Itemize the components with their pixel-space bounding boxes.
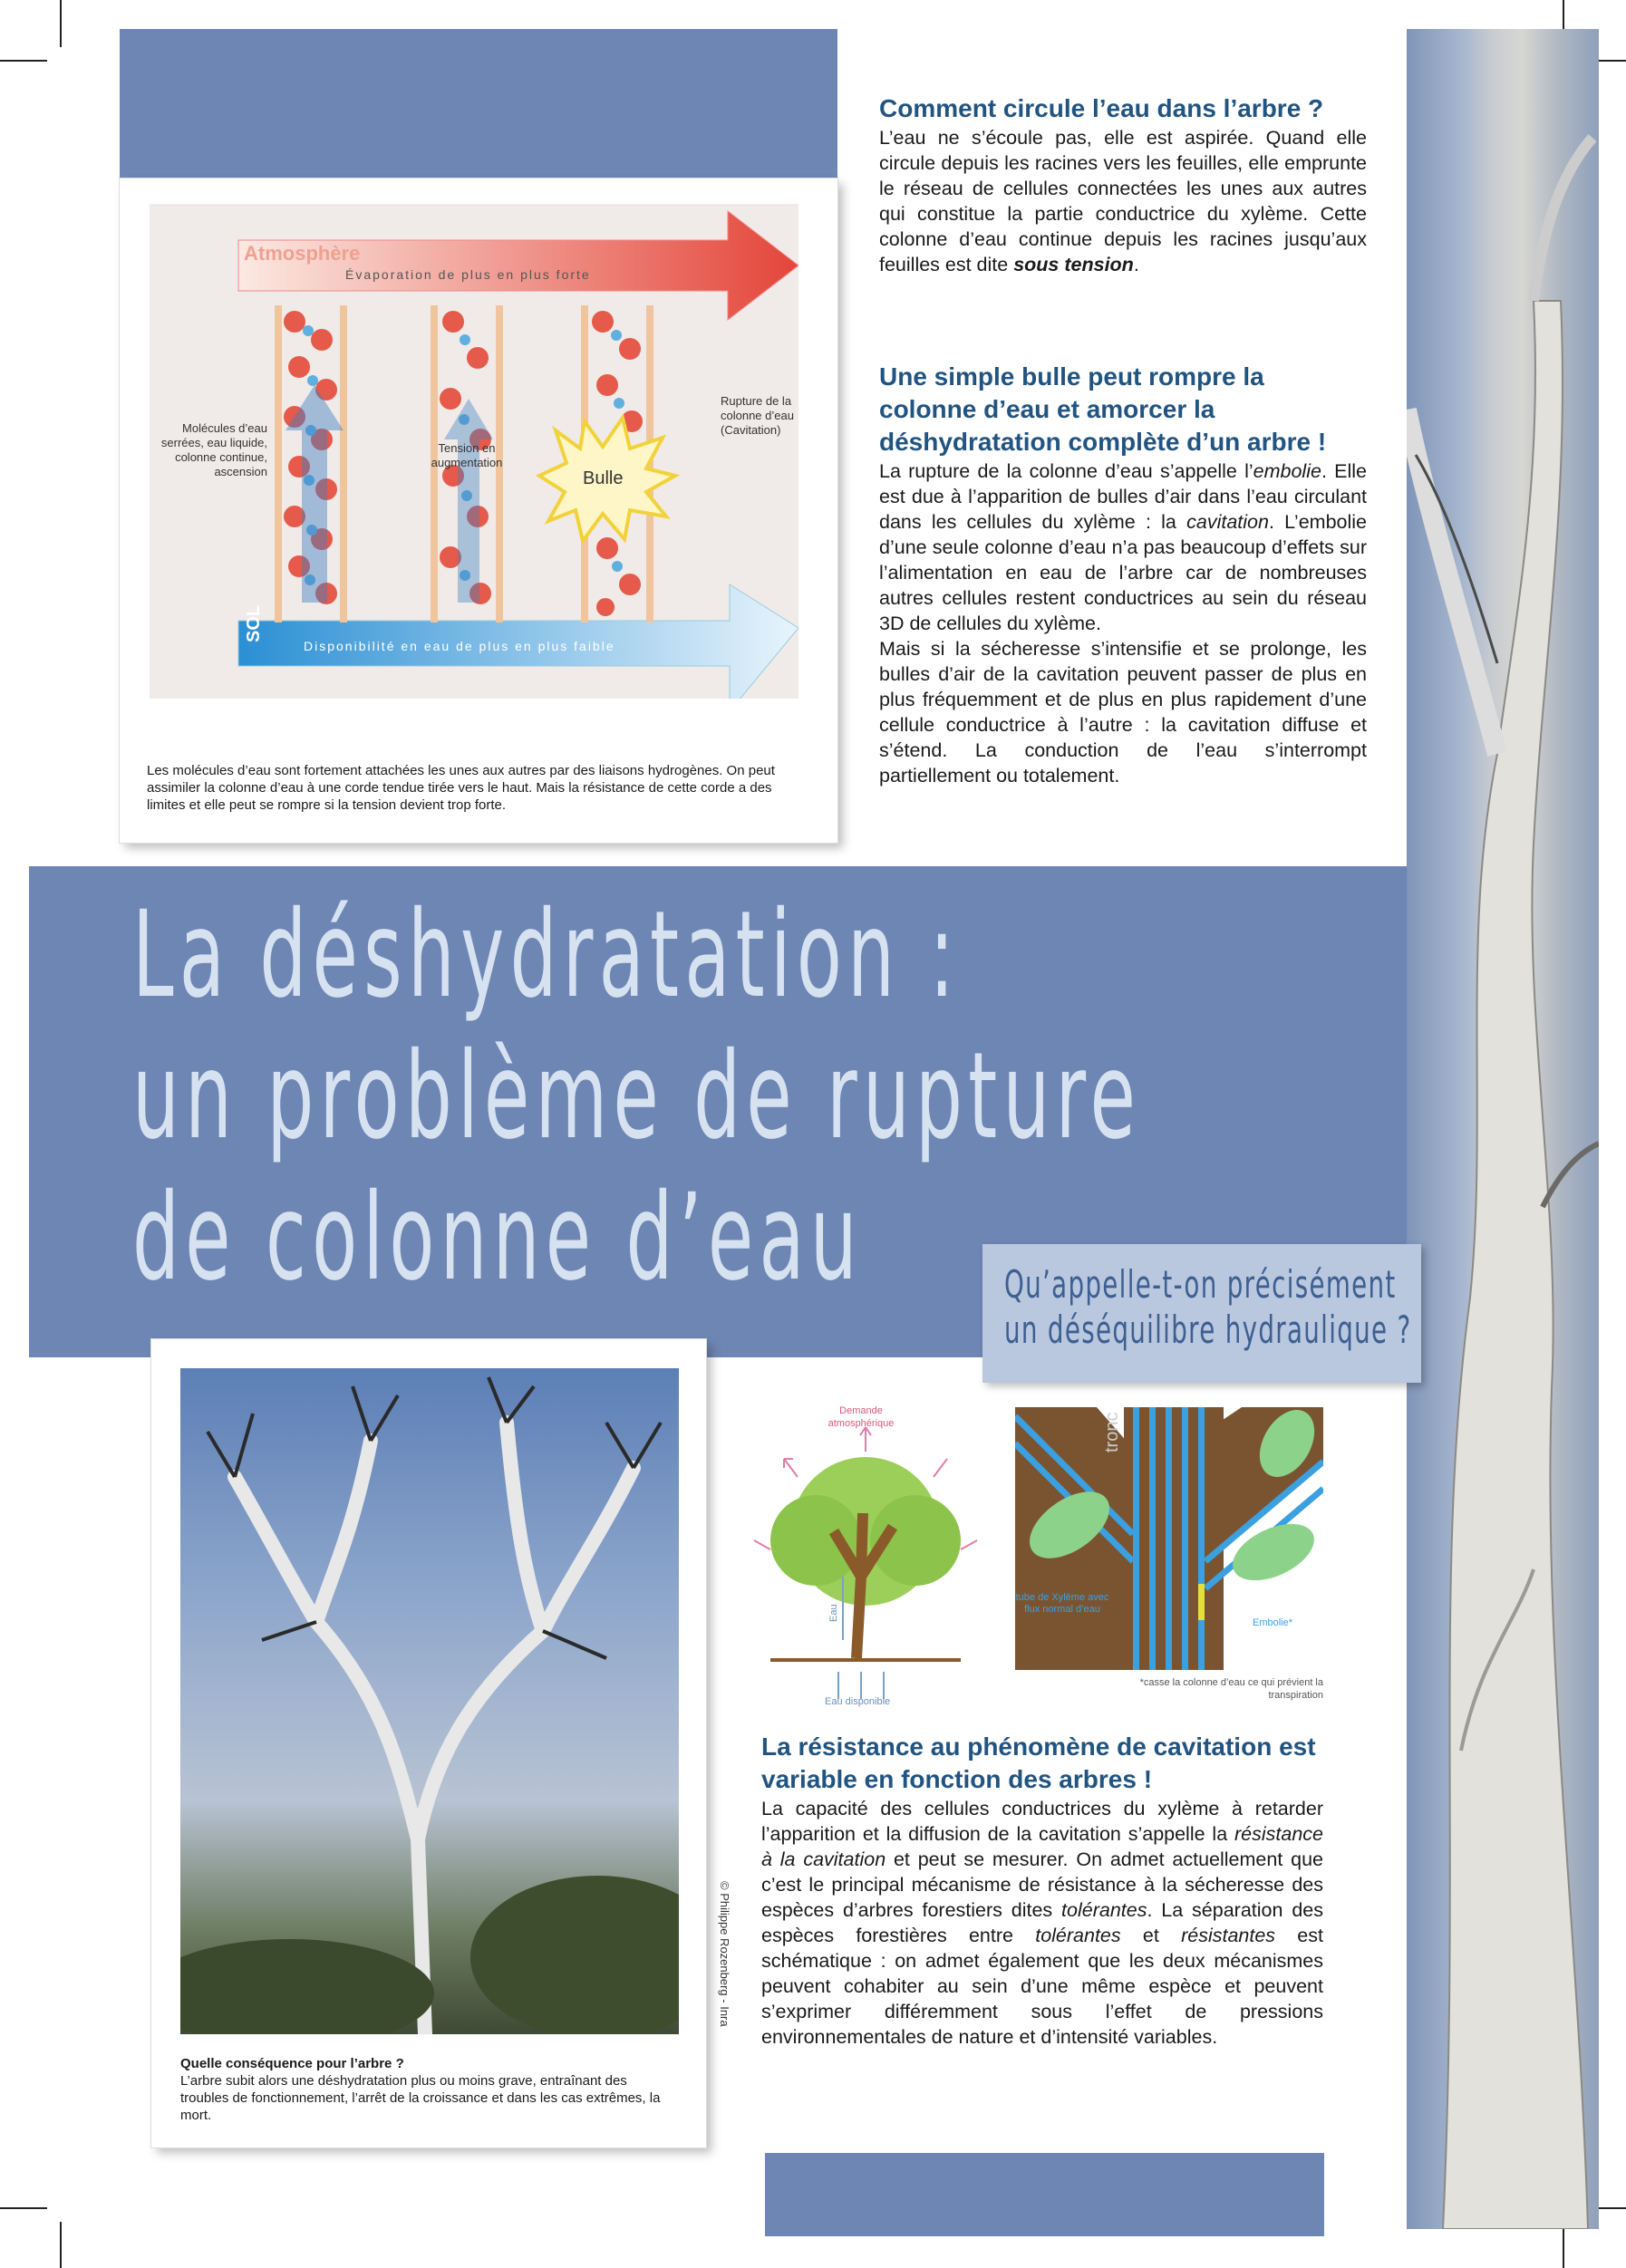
crop-mark xyxy=(0,2207,47,2209)
dead-tree-photo xyxy=(180,1368,679,2034)
body-text: . xyxy=(1133,254,1139,275)
section-resistance xyxy=(761,1731,1323,2050)
question-line-1: Qu’appelle-t-on précisément xyxy=(1004,1262,1397,1307)
tree-graphic xyxy=(743,1395,979,1713)
diagram-caption: Les molécules d’eau sont fortement attachées les unes aux autres par des liaisons hydrogènes. On peut assimiler la colonne d’eau à une corde tendue tirée vers le haut. Mais la résistance de cette corde a des limites et elle peut se rompre si la tension devient trop forte. xyxy=(147,763,775,813)
emphasis: résistance à la cavitation xyxy=(761,1823,1323,1870)
body-text: L’eau ne s’écoule pas, elle est aspirée. Quand elle circule depuis les racines vers les feuilles, elle emprunte le réseau de cellules connectées les unes aux autres qui constitue la partie conductrice du xylème. Cette colonne d’eau continue depuis les racines jusqu’aux feuilles est dite xyxy=(879,127,1367,275)
crop-mark xyxy=(60,2222,62,2268)
demande-label: Demande atmosphérique xyxy=(828,1405,895,1429)
body-text: est schématique : on admet également que les deux mécanismes peuvent cohabiter au sein d’une même espèce et peuvent s’exprimer différemment sous l’effet de pressions environnementales de nature et d’intensité variables. xyxy=(761,1925,1323,2048)
photo-credit: © Philippe Rozenberg - Inra xyxy=(718,1881,731,2027)
body-text: . La séparation des espèces forestières entre xyxy=(761,1899,1323,1946)
embolie-label: Embolie* xyxy=(1253,1617,1293,1628)
crop-mark xyxy=(0,60,47,62)
emphasis: tolérantes xyxy=(1035,1925,1121,1946)
xylem-diagram-card xyxy=(120,179,837,843)
xylem-diagram xyxy=(150,204,798,699)
eau-disponible-label: Eau disponible xyxy=(825,1696,891,1707)
emphasis: embolie xyxy=(1253,460,1321,482)
question-line-2: un déséquilibre hydraulique ? xyxy=(1004,1308,1412,1352)
body-text: . Elle est due à l’apparition de bulles d’air dans l’eau circulant dans les cellules du xylème : la xyxy=(879,460,1367,533)
molecules-label: Molécules d’eau serrées, eau liquide, colonne continue, ascension xyxy=(160,421,267,478)
caption-text: L’arbre subit alors une déshydratation plus ou moins grave, entraînant des troubles de fonctionnement, l’arrêt de la croissance et dans les cas extrêmes, la mort. xyxy=(180,2073,661,2123)
crop-mark xyxy=(60,0,62,47)
emphasis: cavitation xyxy=(1186,511,1269,533)
section-body xyxy=(879,458,1367,636)
section-title: Une simple bulle peut rompre la colonne d’eau et amorcer la déshydratation complète d’un arbre ! xyxy=(879,362,1327,456)
top-blue-block xyxy=(120,29,837,179)
title-line-3: de colonne d’eau xyxy=(132,1168,863,1308)
body-text: et peut se mesurer. On admet actuellement que c’est le principal mécanisme de résistance à la sécheresse des espèces d’arbres forestiers dites xyxy=(761,1848,1324,1921)
emphasis: résistantes xyxy=(1181,1925,1276,1946)
body-text: La capacité des cellules conductrices du xylème à retarder l’apparition et la diffusion de la cavitation s’appelle la xyxy=(761,1798,1323,1845)
tube-label: tube de Xylème avec flux normal d’eau xyxy=(1015,1592,1109,1615)
photo-card xyxy=(151,1339,731,2147)
eau-label: Eau xyxy=(828,1604,839,1622)
trunk-diagram xyxy=(1015,1407,1323,1670)
atmosphere-label: Atmosphère xyxy=(244,242,361,265)
disponibilite-label: Disponibilité en eau de plus en plus faible xyxy=(304,639,615,653)
photo-caption xyxy=(180,2055,679,2124)
section-circulation xyxy=(879,92,1367,277)
tree-silhouette xyxy=(180,1368,679,2034)
tension-label: Tension en augmentation xyxy=(431,441,503,469)
body-text: et xyxy=(1120,1925,1182,1946)
embolie-footnote: *casse la colonne d’eau ce qui prévient la transpiration xyxy=(1139,1677,1323,1701)
section-title: Comment circule l’eau dans l’arbre ? xyxy=(879,94,1324,122)
evaporation-label: Évaporation de plus en plus forte xyxy=(345,267,591,282)
dead-tree-illustration xyxy=(1407,29,1599,2229)
rupture-label: Rupture de la colonne d’eau (Cavitation) xyxy=(721,394,794,437)
section-bulle xyxy=(879,361,1367,788)
section-title: La résistance au phénomène de cavitation est variable en fonction des arbres ! xyxy=(761,1732,1316,1793)
bottom-blue-block xyxy=(765,2153,1324,2236)
caption-title: Quelle conséquence pour l’arbre ? xyxy=(180,2056,404,2071)
tronc-label: tronc xyxy=(1102,1412,1122,1452)
section-body: Mais si la sécheresse s’intensifie et se prolonge, les bulles d’air de la cavitation peuvent passer de plus en plus fréquemment et de plus en plus rapidement d’une cellule conductrice à l’autre : la cavitation diffuse et s’étend. La conduction de l’eau s’interrompt partiellement ou totalement. xyxy=(879,638,1367,787)
question-box xyxy=(982,1244,1421,1383)
emphasis: tolérantes xyxy=(1061,1899,1147,1921)
body-text: . L’embolie d’une seule colonne d’eau n’a pas beaucoup d’effets sur l’alimentation en eau de l’arbre car de nombreuses autres cellules restent conductrices au sein du réseau 3D de cellules du xylème. xyxy=(879,511,1367,634)
section-body xyxy=(879,125,1367,277)
tree-photo-strip xyxy=(1407,29,1599,2229)
title-line-2: un problème de rupture xyxy=(132,1027,1142,1166)
tree-diagram xyxy=(743,1395,979,1713)
trunk-graphic xyxy=(1015,1407,1323,1670)
section-body xyxy=(761,1796,1323,2050)
bulle-label: Bulle xyxy=(583,468,624,488)
title-line-1: La déshydratation : xyxy=(132,885,961,1025)
emphasis: sous tension xyxy=(1013,254,1134,275)
body-text: La rupture de la colonne d’eau s’appelle l’ xyxy=(879,460,1253,482)
sol-label: SOL xyxy=(244,604,264,642)
